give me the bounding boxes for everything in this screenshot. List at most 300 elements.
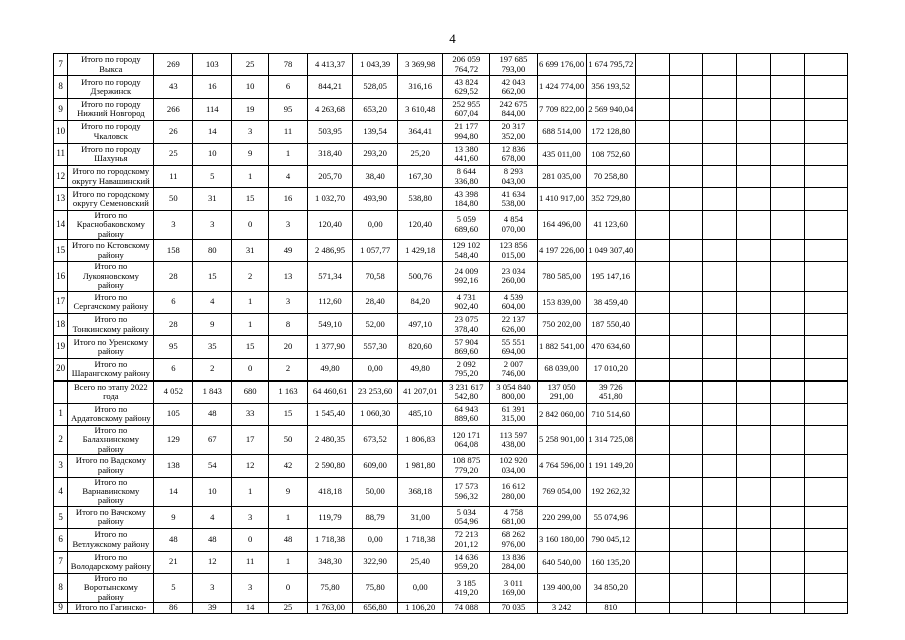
cell-c2: 67 <box>193 425 232 454</box>
empty-cell <box>669 165 703 187</box>
empty-cell <box>635 573 669 602</box>
empty-cell <box>703 239 737 261</box>
cell-c6: 0,00 <box>353 358 398 380</box>
empty-cell <box>771 358 805 380</box>
cell-c4: 3 <box>269 210 308 239</box>
cell-c11: 17 010,20 <box>586 358 635 380</box>
cell-c10: 4 764 596,00 <box>537 455 586 477</box>
cell-c7: 1 106,20 <box>398 603 443 614</box>
cell-c11: 356 193,52 <box>586 76 635 98</box>
cell-c9: 4 539 604,00 <box>490 291 537 313</box>
cell-c6: 1 060,30 <box>353 403 398 425</box>
cell-c9: 123 856 015,00 <box>490 239 537 261</box>
cell-c2: 15 <box>193 262 232 291</box>
cell-c2: 4 <box>193 291 232 313</box>
cell-c11: 470 634,60 <box>586 336 635 358</box>
cell-c2: 48 <box>193 403 232 425</box>
empty-cell <box>804 188 847 210</box>
cell-c8: 206 059 764,72 <box>443 54 490 76</box>
cell-c9: 42 043 662,00 <box>490 76 537 98</box>
cell-c9: 3 054 840 800,00 <box>490 381 537 403</box>
empty-cell <box>669 403 703 425</box>
empty-cell <box>771 54 805 76</box>
empty-cell <box>669 529 703 551</box>
cell-c5: 119,79 <box>308 506 353 528</box>
empty-cell <box>669 336 703 358</box>
cell-c8: 72 213 201,12 <box>443 529 490 551</box>
cell-c11: 192 262,32 <box>586 477 635 506</box>
cell-c6: 322,90 <box>353 551 398 573</box>
cell-c9: 55 551 694,00 <box>490 336 537 358</box>
cell-c3: 3 <box>232 506 269 528</box>
empty-cell <box>635 336 669 358</box>
cell-c7: 497,10 <box>398 313 443 335</box>
cell-c7: 500,76 <box>398 262 443 291</box>
cell-c11: 41 123,60 <box>586 210 635 239</box>
cell-c8: 108 875 779,20 <box>443 455 490 477</box>
empty-cell <box>804 506 847 528</box>
empty-cell <box>737 381 771 403</box>
cell-c7: 167,30 <box>398 165 443 187</box>
cell-c1: 4 052 <box>154 381 193 403</box>
empty-cell <box>771 291 805 313</box>
cell-c9: 13 836 284,00 <box>490 551 537 573</box>
cell-n <box>54 381 68 403</box>
empty-cell <box>635 506 669 528</box>
empty-cell <box>669 54 703 76</box>
empty-cell <box>703 143 737 165</box>
cell-c4: 78 <box>269 54 308 76</box>
cell-c3: 3 <box>232 121 269 143</box>
cell-c2: 3 <box>193 573 232 602</box>
cell-name: Итого по городу Шахунья <box>68 143 154 165</box>
cell-c4: 48 <box>269 529 308 551</box>
cell-c4: 95 <box>269 98 308 120</box>
cell-c1: 138 <box>154 455 193 477</box>
cell-c1: 269 <box>154 54 193 76</box>
empty-cell <box>771 262 805 291</box>
empty-cell <box>669 313 703 335</box>
cell-c11: 34 850,20 <box>586 573 635 602</box>
empty-cell <box>635 529 669 551</box>
empty-cell <box>669 381 703 403</box>
cell-c4: 49 <box>269 239 308 261</box>
cell-c8: 14 636 959,20 <box>443 551 490 573</box>
cell-c4: 15 <box>269 403 308 425</box>
cell-c2: 16 <box>193 76 232 98</box>
cell-c2: 114 <box>193 98 232 120</box>
cell-c5: 549,10 <box>308 313 353 335</box>
table-row <box>54 143 848 165</box>
empty-cell <box>771 210 805 239</box>
cell-name: Итого по Тонкинскому району <box>68 313 154 335</box>
cell-c8: 5 034 054,96 <box>443 506 490 528</box>
empty-cell <box>771 76 805 98</box>
cell-c11: 2 569 940,04 <box>586 98 635 120</box>
empty-cell <box>737 121 771 143</box>
empty-cell <box>804 291 847 313</box>
empty-cell <box>737 477 771 506</box>
cell-c3: 17 <box>232 425 269 454</box>
empty-cell <box>771 603 805 614</box>
empty-cell <box>804 76 847 98</box>
cell-c4: 1 <box>269 506 308 528</box>
empty-cell <box>703 98 737 120</box>
cell-c8: 57 904 869,60 <box>443 336 490 358</box>
cell-name: Итого по городскому округу Семеновский <box>68 188 154 210</box>
cell-c9: 22 137 626,00 <box>490 313 537 335</box>
cell-c7: 1 981,80 <box>398 455 443 477</box>
cell-c3: 0 <box>232 210 269 239</box>
table-row <box>54 98 848 120</box>
cell-c6: 0,00 <box>353 210 398 239</box>
cell-c6: 656,80 <box>353 603 398 614</box>
cell-c1: 95 <box>154 336 193 358</box>
empty-cell <box>737 54 771 76</box>
data-table <box>53 53 848 614</box>
cell-n: 8 <box>54 573 68 602</box>
empty-cell <box>804 381 847 403</box>
cell-c9: 12 836 678,00 <box>490 143 537 165</box>
empty-cell <box>669 262 703 291</box>
empty-cell <box>635 381 669 403</box>
empty-cell <box>804 403 847 425</box>
cell-c5: 1 545,40 <box>308 403 353 425</box>
empty-cell <box>703 573 737 602</box>
empty-cell <box>635 477 669 506</box>
empty-cell <box>703 603 737 614</box>
cell-c7: 538,80 <box>398 188 443 210</box>
empty-cell <box>804 529 847 551</box>
empty-cell <box>669 425 703 454</box>
cell-c10: 5 258 901,00 <box>537 425 586 454</box>
cell-c1: 105 <box>154 403 193 425</box>
cell-c1: 50 <box>154 188 193 210</box>
cell-c4: 25 <box>269 603 308 614</box>
cell-c5: 844,21 <box>308 76 353 98</box>
empty-cell <box>737 143 771 165</box>
table-row <box>54 403 848 425</box>
empty-cell <box>737 506 771 528</box>
cell-c6: 1 057,77 <box>353 239 398 261</box>
cell-c1: 28 <box>154 313 193 335</box>
cell-c7: 1 718,38 <box>398 529 443 551</box>
empty-cell <box>804 54 847 76</box>
cell-c6: 52,00 <box>353 313 398 335</box>
cell-c10: 1 882 541,00 <box>537 336 586 358</box>
table-row <box>54 573 848 602</box>
empty-cell <box>737 313 771 335</box>
cell-n: 7 <box>54 551 68 573</box>
cell-c2: 3 <box>193 210 232 239</box>
empty-cell <box>737 529 771 551</box>
cell-c2: 10 <box>193 143 232 165</box>
cell-c3: 15 <box>232 336 269 358</box>
cell-n: 11 <box>54 143 68 165</box>
empty-cell <box>737 262 771 291</box>
cell-c9: 102 920 034,00 <box>490 455 537 477</box>
cell-c10: 435 011,00 <box>537 143 586 165</box>
empty-cell <box>703 381 737 403</box>
cell-c5: 4 263,68 <box>308 98 353 120</box>
cell-c5: 2 590,80 <box>308 455 353 477</box>
cell-c1: 129 <box>154 425 193 454</box>
cell-c11: 790 045,12 <box>586 529 635 551</box>
cell-c9: 16 612 280,00 <box>490 477 537 506</box>
cell-c10: 6 699 176,00 <box>537 54 586 76</box>
cell-n: 1 <box>54 403 68 425</box>
cell-c11: 172 128,80 <box>586 121 635 143</box>
cell-c4: 0 <box>269 573 308 602</box>
cell-c7: 31,00 <box>398 506 443 528</box>
cell-c10: 281 035,00 <box>537 165 586 187</box>
cell-c9: 242 675 844,00 <box>490 98 537 120</box>
cell-c3: 1 <box>232 313 269 335</box>
cell-c5: 418,18 <box>308 477 353 506</box>
empty-cell <box>669 143 703 165</box>
cell-c1: 6 <box>154 358 193 380</box>
empty-cell <box>804 551 847 573</box>
cell-n: 10 <box>54 121 68 143</box>
cell-c11: 38 459,40 <box>586 291 635 313</box>
empty-cell <box>635 551 669 573</box>
empty-cell <box>737 551 771 573</box>
cell-c4: 13 <box>269 262 308 291</box>
empty-cell <box>703 336 737 358</box>
cell-c8: 129 102 548,40 <box>443 239 490 261</box>
cell-c6: 528,05 <box>353 76 398 98</box>
cell-c1: 5 <box>154 573 193 602</box>
cell-n: 9 <box>54 98 68 120</box>
empty-cell <box>804 603 847 614</box>
empty-cell <box>703 210 737 239</box>
cell-name: Итого по Ардатовскому району <box>68 403 154 425</box>
cell-c10: 2 842 060,00 <box>537 403 586 425</box>
cell-c7: 0,00 <box>398 573 443 602</box>
cell-c4: 4 <box>269 165 308 187</box>
empty-cell <box>804 262 847 291</box>
cell-c8: 21 177 994,80 <box>443 121 490 143</box>
cell-c11: 710 514,60 <box>586 403 635 425</box>
empty-cell <box>771 425 805 454</box>
empty-cell <box>669 603 703 614</box>
empty-cell <box>804 455 847 477</box>
empty-cell <box>737 336 771 358</box>
cell-name: Всего по этапу 2022 года <box>68 381 154 403</box>
empty-cell <box>737 165 771 187</box>
empty-cell <box>669 98 703 120</box>
cell-c5: 120,40 <box>308 210 353 239</box>
table-row <box>54 336 848 358</box>
cell-c1: 25 <box>154 143 193 165</box>
cell-c2: 10 <box>193 477 232 506</box>
empty-cell <box>771 336 805 358</box>
cell-c9: 4 854 070,00 <box>490 210 537 239</box>
cell-c5: 2 480,35 <box>308 425 353 454</box>
empty-cell <box>737 358 771 380</box>
table-row <box>54 358 848 380</box>
cell-c2: 103 <box>193 54 232 76</box>
cell-c9: 23 034 260,00 <box>490 262 537 291</box>
cell-c1: 6 <box>154 291 193 313</box>
cell-c6: 609,00 <box>353 455 398 477</box>
empty-cell <box>737 76 771 98</box>
cell-c2: 14 <box>193 121 232 143</box>
cell-n: 12 <box>54 165 68 187</box>
cell-c4: 20 <box>269 336 308 358</box>
empty-cell <box>737 239 771 261</box>
cell-c9: 8 293 043,00 <box>490 165 537 187</box>
cell-c3: 9 <box>232 143 269 165</box>
empty-cell <box>771 143 805 165</box>
cell-c4: 1 <box>269 551 308 573</box>
cell-n: 15 <box>54 239 68 261</box>
cell-c3: 680 <box>232 381 269 403</box>
empty-cell <box>737 188 771 210</box>
cell-c11: 55 074,96 <box>586 506 635 528</box>
empty-cell <box>771 529 805 551</box>
cell-c6: 88,79 <box>353 506 398 528</box>
empty-cell <box>703 551 737 573</box>
table-row <box>54 76 848 98</box>
empty-cell <box>804 358 847 380</box>
cell-c5: 1 032,70 <box>308 188 353 210</box>
cell-c4: 3 <box>269 291 308 313</box>
cell-c2: 4 <box>193 506 232 528</box>
cell-c7: 1 429,18 <box>398 239 443 261</box>
cell-c2: 2 <box>193 358 232 380</box>
empty-cell <box>669 506 703 528</box>
cell-c10: 164 496,00 <box>537 210 586 239</box>
cell-c9: 41 634 538,00 <box>490 188 537 210</box>
cell-c7: 820,60 <box>398 336 443 358</box>
cell-c11: 187 550,40 <box>586 313 635 335</box>
cell-c8: 2 092 795,20 <box>443 358 490 380</box>
cell-c2: 9 <box>193 313 232 335</box>
cell-c7: 84,20 <box>398 291 443 313</box>
cell-c7: 41 207,01 <box>398 381 443 403</box>
cell-c6: 0,00 <box>353 529 398 551</box>
empty-cell <box>737 403 771 425</box>
cell-name: Итого по Вадскому району <box>68 455 154 477</box>
cell-c10: 1 410 917,00 <box>537 188 586 210</box>
cell-c6: 23 253,60 <box>353 381 398 403</box>
empty-cell <box>804 573 847 602</box>
empty-cell <box>669 76 703 98</box>
cell-c4: 11 <box>269 121 308 143</box>
empty-cell <box>703 358 737 380</box>
cell-name: Итого по Краснобаковскому району <box>68 210 154 239</box>
cell-c6: 50,00 <box>353 477 398 506</box>
table-row <box>54 239 848 261</box>
cell-c4: 9 <box>269 477 308 506</box>
cell-c1: 28 <box>154 262 193 291</box>
cell-c8: 17 573 596,32 <box>443 477 490 506</box>
cell-name: Итого по городу Дзержинск <box>68 76 154 98</box>
cell-c1: 11 <box>154 165 193 187</box>
empty-cell <box>703 121 737 143</box>
table-row <box>54 381 848 403</box>
empty-cell <box>635 358 669 380</box>
empty-cell <box>737 455 771 477</box>
cell-c9: 2 007 746,00 <box>490 358 537 380</box>
cell-c2: 5 <box>193 165 232 187</box>
table-row <box>54 210 848 239</box>
table-row <box>54 455 848 477</box>
cell-c6: 293,20 <box>353 143 398 165</box>
empty-cell <box>669 477 703 506</box>
cell-n: 3 <box>54 455 68 477</box>
cell-c8: 43 398 184,80 <box>443 188 490 210</box>
cell-name: Итого по городу Выкса <box>68 54 154 76</box>
empty-cell <box>669 551 703 573</box>
cell-c6: 653,20 <box>353 98 398 120</box>
cell-name: Итого по Володарскому району <box>68 551 154 573</box>
cell-c10: 68 039,00 <box>537 358 586 380</box>
empty-cell <box>703 477 737 506</box>
cell-c6: 75,80 <box>353 573 398 602</box>
cell-c10: 769 054,00 <box>537 477 586 506</box>
empty-cell <box>771 403 805 425</box>
cell-c3: 11 <box>232 551 269 573</box>
empty-cell <box>635 188 669 210</box>
cell-c4: 8 <box>269 313 308 335</box>
cell-c1: 43 <box>154 76 193 98</box>
cell-n: 17 <box>54 291 68 313</box>
cell-c7: 25,20 <box>398 143 443 165</box>
empty-cell <box>703 188 737 210</box>
cell-c8: 3 185 419,20 <box>443 573 490 602</box>
cell-c10: 7 709 822,00 <box>537 98 586 120</box>
empty-cell <box>771 477 805 506</box>
cell-c3: 10 <box>232 76 269 98</box>
cell-c3: 1 <box>232 165 269 187</box>
empty-cell <box>703 291 737 313</box>
cell-c10: 780 585,00 <box>537 262 586 291</box>
cell-c4: 42 <box>269 455 308 477</box>
empty-cell <box>804 121 847 143</box>
cell-c4: 2 <box>269 358 308 380</box>
empty-cell <box>804 425 847 454</box>
empty-cell <box>635 121 669 143</box>
cell-n: 14 <box>54 210 68 239</box>
cell-n: 5 <box>54 506 68 528</box>
cell-name: Итого по Варнавинскому району <box>68 477 154 506</box>
empty-cell <box>771 98 805 120</box>
empty-cell <box>669 291 703 313</box>
cell-c11: 108 752,60 <box>586 143 635 165</box>
cell-c1: 14 <box>154 477 193 506</box>
cell-name: Итого по Балахнинскому району <box>68 425 154 454</box>
cell-c11: 352 729,80 <box>586 188 635 210</box>
cell-c10: 139 400,00 <box>537 573 586 602</box>
cell-c6: 673,52 <box>353 425 398 454</box>
cell-c1: 9 <box>154 506 193 528</box>
cell-c10: 3 242 <box>537 603 586 614</box>
empty-cell <box>771 165 805 187</box>
cell-c3: 2 <box>232 262 269 291</box>
empty-cell <box>635 165 669 187</box>
table-row <box>54 291 848 313</box>
cell-c11: 810 <box>586 603 635 614</box>
cell-c5: 1 377,90 <box>308 336 353 358</box>
cell-c6: 70,58 <box>353 262 398 291</box>
empty-cell <box>737 573 771 602</box>
cell-c5: 2 486,95 <box>308 239 353 261</box>
cell-c5: 1 718,38 <box>308 529 353 551</box>
empty-cell <box>669 121 703 143</box>
cell-c11: 1 314 725,08 <box>586 425 635 454</box>
